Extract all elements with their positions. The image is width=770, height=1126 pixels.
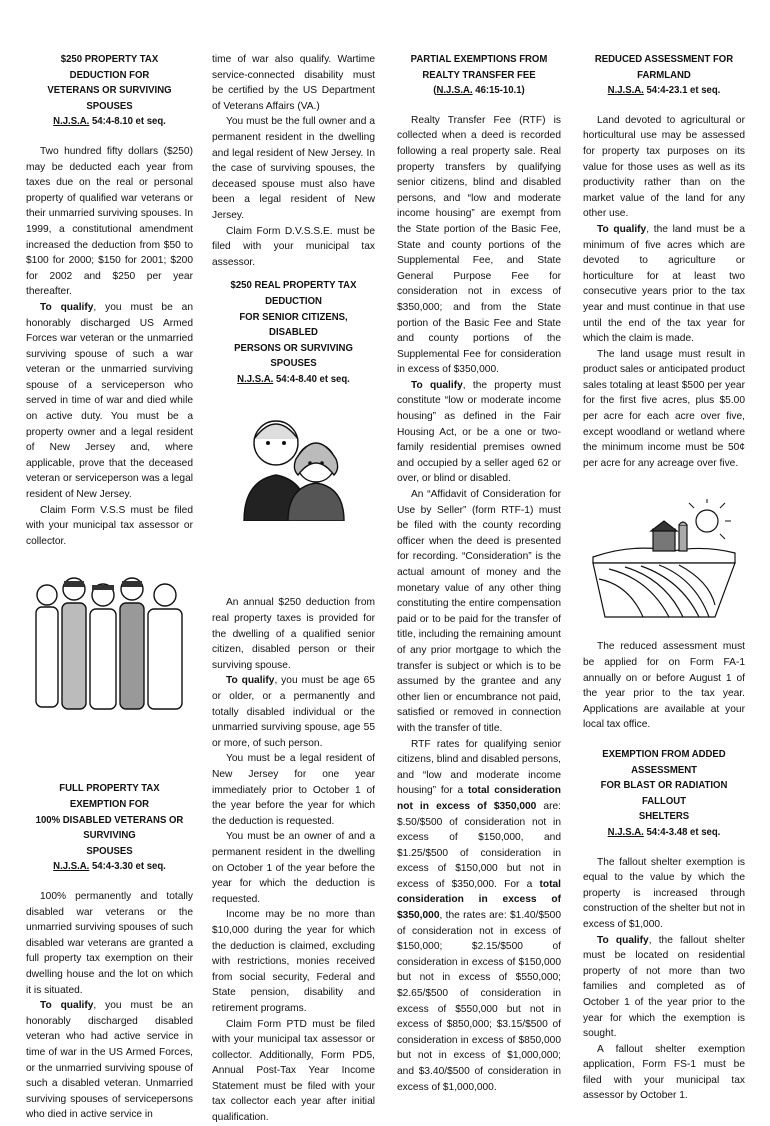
column-4 [583,52,745,1104]
column-1 [26,52,193,1123]
paragraph: An annual $250 deduction from real property taxes is provided for the dwelling of a qualified senior citizen, disabled person or their surviving spouse. [212,597,375,671]
paragraph: To qualify, the property must constitute “low or moderate income housing” as defined in the Fair Housing Act, or be a one or two-family residential premises owned and occupied by a seller aged 62 or over, or blind or disabled. [397,379,561,485]
paragraph: The reduced assessment must be applied for on Form FA-1 annually on or before August 1 of the year prior to the tax year. Applications are available at your local tax office. [583,641,745,731]
paragraph: To qualify, the land must be a minimum of five acres which are devoted to agriculture or horticulture for at least two consecutive years prior to the tax year and must continue in that use until the end of the tax year for which the claim is made. [583,223,745,345]
paragraph: The fallout shelter exemption is equal to the value by which the property is increased through construction of the shelter but not in excess of $1,000. [583,856,745,930]
realty-transfer-fee-heading: PARTIAL EXEMPTIONS FROM REALTY TRANSFER FEE (N.J.S.A. 46:15-10.1) [410,54,548,97]
paragraph: time of war also qualify. Wartime service-connected disability must be certified by the US Department of Veterans Affairs (VA.) [212,54,375,112]
paragraph: You must be the full owner and a permanent resident in the dwelling and legal resident of New Jersey. In the case of surviving spouses, the deceased spouse must also have been a legal resident of New Jersey. [212,116,375,221]
paragraph: Land devoted to agricultural or horticultural use may be assessed for property tax purposes on its value for those uses as well as its productivity rather than on the market value of the land for any other use. [583,114,745,220]
paragraph: To qualify, you must be age 65 or older, or a permanently and totally disabled individual or the unmarried surviving spouse, age 55 or more, of such person. [212,675,375,749]
paragraph: To qualify, you must be an honorably discharged US Armed Forces war veteran or the unmarried surviving spouse of such a war veteran or the unmarried surviving spouse of a serviceperson who served in time of war and died while on active duty. You must be a property owner and a legal resident of New Jersey and, where applicable, prove that the deceased veteran or serviceperson was a legal resident of New Jersey. [26,301,193,501]
senior-citizen-deduction-heading: $250 REAL PROPERTY TAX DEDUCTION FOR SENIOR CITIZENS, DISABLED PERSONS OR SURVIVING SPOUSES N.J.S.A. 54:4-8.40 et seq. [230,280,357,385]
paragraph: To qualify, the fallout shelter must be located on residential property of not more than two families and completed as of October 1 of the year prior to the year for which the exemption is sought. [583,934,745,1040]
paragraph: 100% permanently and totally disabled war veterans or the unmarried surviving spouses of such disabled war veterans are granted a full property tax exemption on their dwelling house and the lot on which it is situated. [26,890,193,996]
disabled-veterans-exemption-heading: FULL PROPERTY TAX EXEMPTION FOR 100% DISABLED VETERANS OR SURVIVING SPOUSES N.J.S.A. 54:4-3.30 et seq. [35,783,184,873]
paragraph: Realty Transfer Fee (RTF) is collected when a deed is recorded following a real property sale. Real property transfers by qualifying senior citizens, blind and disabled persons, and “low and moderate income housing” are exempt from the State portion of the Basic Fee, State and county portions of the Supplemental Fee, and State General Purpose Fee for consideration not in excess of $350,000; and from the State portion of the Basic Fee and State and county portions of the Supplemental Fee for consideration in excess of $350,000. [397,114,561,376]
senior-couple-illustration [232,403,356,521]
farm-landscape-illustration [589,499,739,619]
column-3 [397,52,561,1095]
paragraph: Claim Form D.V.S.S.E. must be filed with your municipal tax assessor. [212,225,375,268]
paragraph: An “Affidavit of Consideration for Use by Seller” (form RTF-1) must be filed with the county recording officer when the deed is presented for recording. “Consideration” is the actual amount of money and the monetary value of any other thing constituting the entire compensation paid or to be paid for the transfer of title, including the remaining amount of any prior mortgage to which the transfer is subject or which is to be assumed by the grantee and any other lien or encumbrance not paid, satisfied or removed in connection with the transfer of title. [397,489,561,734]
farmland-assessment-heading: REDUCED ASSESSMENT FOR FARMLAND N.J.S.A. 54:4-23.1 et seq. [594,54,734,97]
veterans-group-illustration [30,567,190,717]
veterans-deduction-heading: $250 PROPERTY TAX DEDUCTION FOR VETERANS OR SURVIVING SPOUSES N.J.S.A. 54:4-8.10 et seq. [47,54,172,128]
fallout-shelter-heading: EXEMPTION FROM ADDED ASSESSMENT FOR BLAST OR RADIATION FALLOUT SHELTERS N.J.S.A. 54:4-3.48 et seq. [600,749,728,838]
paragraph: You must be a legal resident of New Jersey for one year immediately prior to October 1 of the year before the year for which the deduction is requested. [212,753,375,827]
column-2 [212,52,375,1126]
paragraph: Claim Form PTD must be filed with your municipal tax assessor or collector. Additionally, Form PD5, Annual Post-Tax Year Income Statement must be filed with your tax collector each year after initial qualification. [212,1018,375,1124]
paragraph: You must be an owner of and a permanent resident in the dwelling on October 1 of the year before the year for which the deduction is requested. [212,831,375,905]
paragraph: A fallout shelter exemption application, Form FS-1 must be filed with your municipal tax assessor by October 1. [583,1043,745,1102]
paragraph: RTF rates for qualifying senior citizens, blind and disabled persons, and “low and moderate income housing” for a total consideration not in excess of $350,000 are: $.50/$500 of consideration not in excess of $150,000, and $1.25/$500 of consideration in excess of $150,000 but not in excess of $350,000. For a total consideration in excess of $350,000, the rates are: $1.40/$500 of consideration not in excess of $150,000; $2.15/$500 of consideration in excess of $150,000 but not in excess of $550,000; $2.65/$500 of consideration in excess of $550,000 but not in excess of $850,000; $3.15/$500 of consideration in excess of $850,000 but not in excess of $1,000,000; and $3.40/$500 of consideration in excess of $1,000,000. [397,738,562,1093]
paragraph: To qualify, you must be an honorably discharged disabled veteran who had active service in time of war in the US Armed Forces, or the unmarried surviving spouse of such a disabled veteran. Unmarried surviving spouses of servicepersons who died in active service in [26,1000,193,1121]
paragraph: Two hundred fifty dollars ($250) may be deducted each year from taxes due on the real or personal property of qualified war veterans or their unmarried surviving spouses. In 1999, a constitutional amendment increased the deduction from $50 to $100 for 2000; $150 for 2001; $200 for 2002 and $250 per year thereafter. [26,145,193,298]
paragraph: The land usage must result in product sales or anticipated product sales totaling at least $500 per year for the first five acres, plus $5.00 per acre for each acre over five, except woodland or wetland where the minimum income must be 50¢ per acre for any acreage over five. [583,348,745,469]
paragraph: Income may be no more than $10,000 during the year for which the deduction is claimed, excluding with restrictions, monies received from social security, Federal and State pension, disability and retirement programs. [212,909,375,1014]
paragraph: Claim Form V.S.S must be filed with your municipal tax assessor or collector. [26,504,193,547]
